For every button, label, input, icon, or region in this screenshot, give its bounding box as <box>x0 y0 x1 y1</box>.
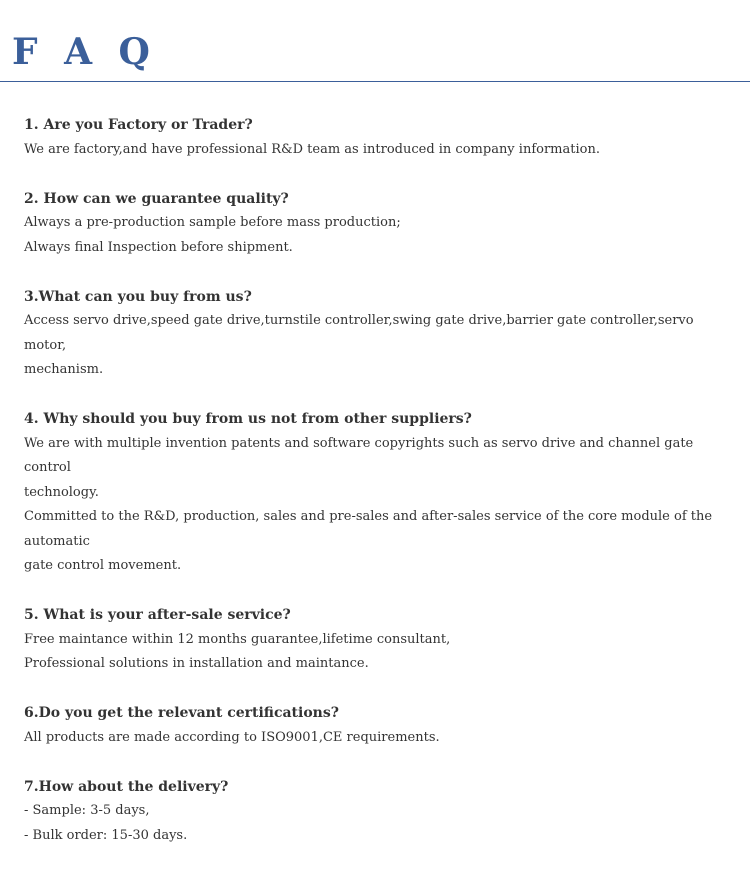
header-divider <box>0 81 750 82</box>
faq-answer-line: Access servo drive,speed gate drive,turnstile controller,swing gate drive,barrier gate controller,servo motor, <box>24 313 694 353</box>
faq-question: 5. What is your after-sale service? <box>24 607 291 623</box>
faq-list <box>24 113 724 873</box>
faq-answer-line: Always final Inspection before shipment. <box>24 239 293 255</box>
faq-answer-line: We are factory,and have professional R&D team as introduced in company information. <box>24 141 600 157</box>
faq-answer-line: Always a pre-production sample before mass production; <box>24 215 401 230</box>
faq-item-products <box>24 285 724 383</box>
faq-answer-line: Free maintance within 12 months guarantee,lifetime consultant, <box>24 631 451 647</box>
faq-answer-line: gate control movement. <box>24 558 182 573</box>
faq-answer-line: All products are made according to ISO9001,CE requirements. <box>24 729 440 745</box>
faq-item-why-us <box>24 407 724 579</box>
faq-item-factory-or-trader <box>24 113 724 162</box>
faq-answer-line: We are with multiple invention patents and software copyrights such as servo drive and channel gate control <box>24 435 694 475</box>
faq-answer-line: technology. <box>24 484 99 500</box>
faq-answer-line: Committed to the R&D, production, sales and pre-sales and after-sales service of the core module of the automatic <box>24 509 713 549</box>
faq-item-certifications <box>24 701 724 750</box>
faq-question: 4. Why should you buy from us not from other suppliers? <box>24 411 472 427</box>
faq-item-quality-guarantee <box>24 187 724 261</box>
faq-header <box>0 0 750 82</box>
faq-question: 7.How about the delivery? <box>24 778 229 795</box>
faq-answer-line: mechanism. <box>24 362 104 377</box>
faq-answer-line: Professional solutions in installation and maintance. <box>24 656 369 671</box>
faq-question: 6.Do you get the relevant certifications? <box>24 705 339 721</box>
faq-question: 1. Are you Factory or Trader? <box>24 117 253 133</box>
faq-item-after-sale <box>24 603 724 677</box>
faq-question: 2. How can we guarantee quality? <box>24 190 289 207</box>
faq-answer-line: - Sample: 3-5 days, <box>24 803 150 818</box>
faq-answer-line: - Bulk order: 15-30 days. <box>24 827 188 843</box>
faq-item-delivery <box>24 775 724 849</box>
page-title: F A Q <box>12 31 157 73</box>
faq-question: 3.What can you buy from us? <box>24 288 252 305</box>
